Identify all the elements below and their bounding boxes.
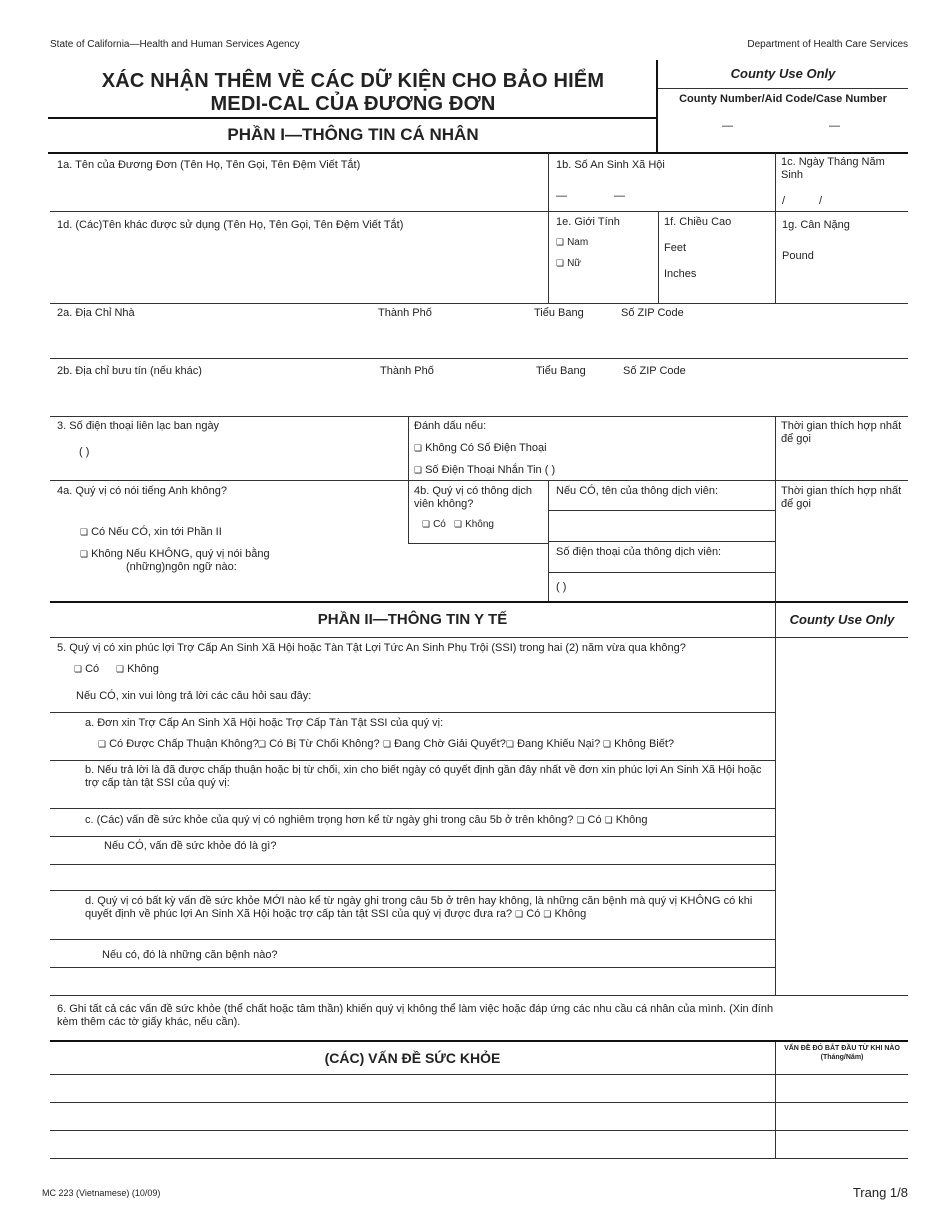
q5-no-checkbox[interactable]: ❏ Không [116, 663, 159, 675]
part2-county-use-only: County Use Only [789, 612, 895, 627]
q5d-no-checkbox[interactable]: ❏ Không [543, 908, 586, 920]
mail-city-label: Thành Phố [380, 365, 434, 377]
part2-title: PHẦN II—THÔNG TIN Y TẾ [317, 611, 508, 628]
agency-name: State of California—Health and Human Services Agency [50, 39, 300, 50]
q5c-follow-label: Nếu CÓ, vấn đề sức khỏe đó là gì? [104, 840, 277, 852]
text-phone-checkbox[interactable]: ❏ Số Điện Thoại Nhắn Tin ( ) [414, 464, 555, 476]
home-zip-label: Số ZIP Code [621, 307, 684, 319]
q1f-label: 1f. Chiều Cao [664, 216, 732, 228]
q5c-label: c. (Các) vấn đề sức khỏe của quý vị có nghiêm trọng hơn kể từ ngày ghi trong câu 5b ở trên không? ❏ Có ❏ Không [85, 814, 648, 826]
q1e-label: 1e. Giới Tính [556, 216, 620, 228]
form-title-line2: MEDI-CAL CỦA ĐƯƠNG ĐƠN [210, 93, 496, 115]
sex-female-checkbox[interactable]: ❏ Nữ [556, 258, 581, 269]
form-title-line1: XÁC NHẬN THÊM VỀ CÁC DỮ KIỆN CHO BẢO HIỂM [101, 70, 605, 92]
county-use-only-label: County Use Only [730, 66, 836, 81]
q5d-yes-checkbox[interactable]: ❏ Có [515, 908, 540, 920]
q4b-label: 4b. Quý vị có thông dịch viên không? [414, 485, 533, 510]
check-if-label: Đánh dấu nếu: [414, 420, 487, 432]
q1b-label: 1b. Số An Sinh Xã Hội [556, 159, 665, 171]
dob-slash-1: / [782, 195, 786, 207]
q3-label: 3. Số điện thoại liên lạc ban ngày [57, 420, 220, 432]
q5d-follow-label: Nếu có, đó là những căn bệnh nào? [102, 949, 278, 961]
q5-yes-checkbox[interactable]: ❏ Có [74, 663, 99, 675]
height-inches-label: Inches [664, 268, 697, 280]
q5a-approved-checkbox[interactable]: ❏ Có Được Chấp Thuận Không? [98, 738, 259, 750]
q5-if-yes-label: Nếu CÓ, xin vui lòng trả lời các câu hỏi sau đây: [76, 690, 312, 702]
q1a-label: 1a. Tên của Đương Đơn (Tên Họ, Tên Gọi, Tên Đệm Viết Tắt) [57, 159, 361, 171]
q5c-yes-checkbox[interactable]: ❏ Có [576, 814, 601, 826]
county-number-dash-2: — [829, 120, 840, 132]
problem-started-column-subheader: (Tháng/Năm) [820, 1054, 864, 1061]
sex-male-checkbox[interactable]: ❏ Nam [556, 237, 588, 248]
q4a-label: 4a. Quý vị có nói tiếng Anh không? [57, 485, 228, 497]
day-phone-paren: ( ) [79, 446, 90, 458]
q5c-no-checkbox[interactable]: ❏ Không [605, 814, 648, 826]
home-city-label: Thành Phố [378, 307, 432, 319]
q1g-label: 1g. Cân Nặng [782, 219, 850, 231]
department-name: Department of Health Care Services [747, 39, 908, 50]
q5a-pending-checkbox[interactable]: ❏ Đang Chờ Giải Quyết? [383, 738, 506, 750]
height-feet-label: Feet [664, 242, 687, 254]
interpreter-phone-label: Số điện thoại của thông dịch viên: [556, 546, 722, 558]
county-number-dash-1: — [722, 120, 733, 132]
q5a-appeal-checkbox[interactable]: ❏ Đang Khiếu Nại? [506, 738, 600, 750]
q2a-label: 2a. Địa Chỉ Nhà [57, 307, 135, 319]
no-phone-checkbox[interactable]: ❏ Không Có Số Điện Thoại [414, 442, 547, 454]
best-time-label-1: Thời gian thích hợp nhất để gọi [781, 420, 902, 445]
q5a-denied-checkbox[interactable]: ❏ Có Bị Từ Chối Không? [258, 738, 380, 750]
q5a-label: a. Đơn xin Trợ Cấp An Sinh Xã Hội hoặc Trợ Cấp Tàn Tật SSI của quý vị: [85, 717, 444, 729]
health-problems-column-header: (CÁC) VẤN ĐỀ SỨC KHỎE [324, 1050, 501, 1066]
page-number: Trang 1/8 [852, 1185, 908, 1200]
q5a-unknown-checkbox[interactable]: ❏ Không Biết? [603, 738, 674, 750]
mail-state-label: Tiểu Bang [536, 365, 586, 377]
q1c-label: 1c. Ngày Tháng Năm Sinh [781, 156, 885, 181]
interpreter-yes-checkbox[interactable]: ❏ Có [422, 519, 446, 530]
problem-started-column-header: VẤN ĐỀ ĐÓ BẮT ĐẦU TỪ KHI NÀO [784, 1045, 900, 1052]
form-id: MC 223 (Vietnamese) (10/09) [42, 1188, 161, 1198]
interpreter-no-checkbox[interactable]: ❏ Không [454, 519, 494, 530]
weight-pound-label: Pound [782, 250, 814, 262]
q5d-label: d. Quý vị có bất kỳ vấn đề sức khỏe MỚI nào kể từ ngày ghi trong câu 5b ở trên hay không, là những căn bệnh mà quý vị KHÔNG có khi quyết định về phúc lợi An Sinh Xã Hội hoặc trợ cấp tàn tật SSI của quý vị được đưa ra? ❏ Có ❏ Không [85, 895, 755, 921]
q4a-language-label: (những)ngôn ngữ nào: [126, 561, 237, 573]
english-yes-checkbox[interactable]: ❏ Có Nếu CÓ, xin tới Phần II [80, 526, 222, 538]
county-number-label: County Number/Aid Code/Case Number [679, 93, 887, 105]
interpreter-phone-paren: ( ) [556, 581, 567, 593]
dob-slash-2: / [819, 195, 823, 207]
q2b-label: 2b. Địa chỉ bưu tín (nếu khác) [57, 365, 202, 377]
q5b-label: b. Nếu trả lời là đã được chấp thuận hoặc bị từ chối, xin cho biết ngày có quyết định gần đây nhất về đơn xin phúc lợi An Sinh Xã Hội hoặc trợ cấp tàn tật SSI của quý vị: [85, 764, 762, 789]
ssn-dash-1: — [556, 190, 567, 202]
english-no-checkbox[interactable]: ❏ Không Nếu KHÔNG, quý vị nói bằng [80, 548, 270, 560]
ssn-dash-2: — [614, 190, 625, 202]
q1d-label: 1d. (Các)Tên khác được sử dụng (Tên Họ, Tên Gọi, Tên Đệm Viết Tắt) [57, 219, 404, 231]
interpreter-name-label: Nếu CÓ, tên của thông dịch viên: [556, 485, 719, 497]
q6-label: 6. Ghi tất cả các vấn đề sức khỏe (thể chất hoặc tâm thần) khiến quý vị không thể làm việc hoặc đáp ứng các nhu cầu cá nhân của mình. (Xin đính kèm thêm các tờ giấy khác, nếu cần). [57, 1003, 774, 1028]
mail-zip-label: Số ZIP Code [623, 365, 686, 377]
home-state-label: Tiểu Bang [534, 307, 584, 319]
best-time-label-2: Thời gian thích hợp nhất để gọi [781, 485, 902, 510]
part1-title: PHẦN I—THÔNG TIN CÁ NHÂN [227, 125, 479, 144]
q5-label: 5. Quý vị có xin phúc lợi Trợ Cấp An Sinh Xã Hội hoặc Tàn Tật Lợi Tức An Sinh Phụ Trội (SSI) trong hai (2) năm vừa qua không? [57, 642, 686, 654]
